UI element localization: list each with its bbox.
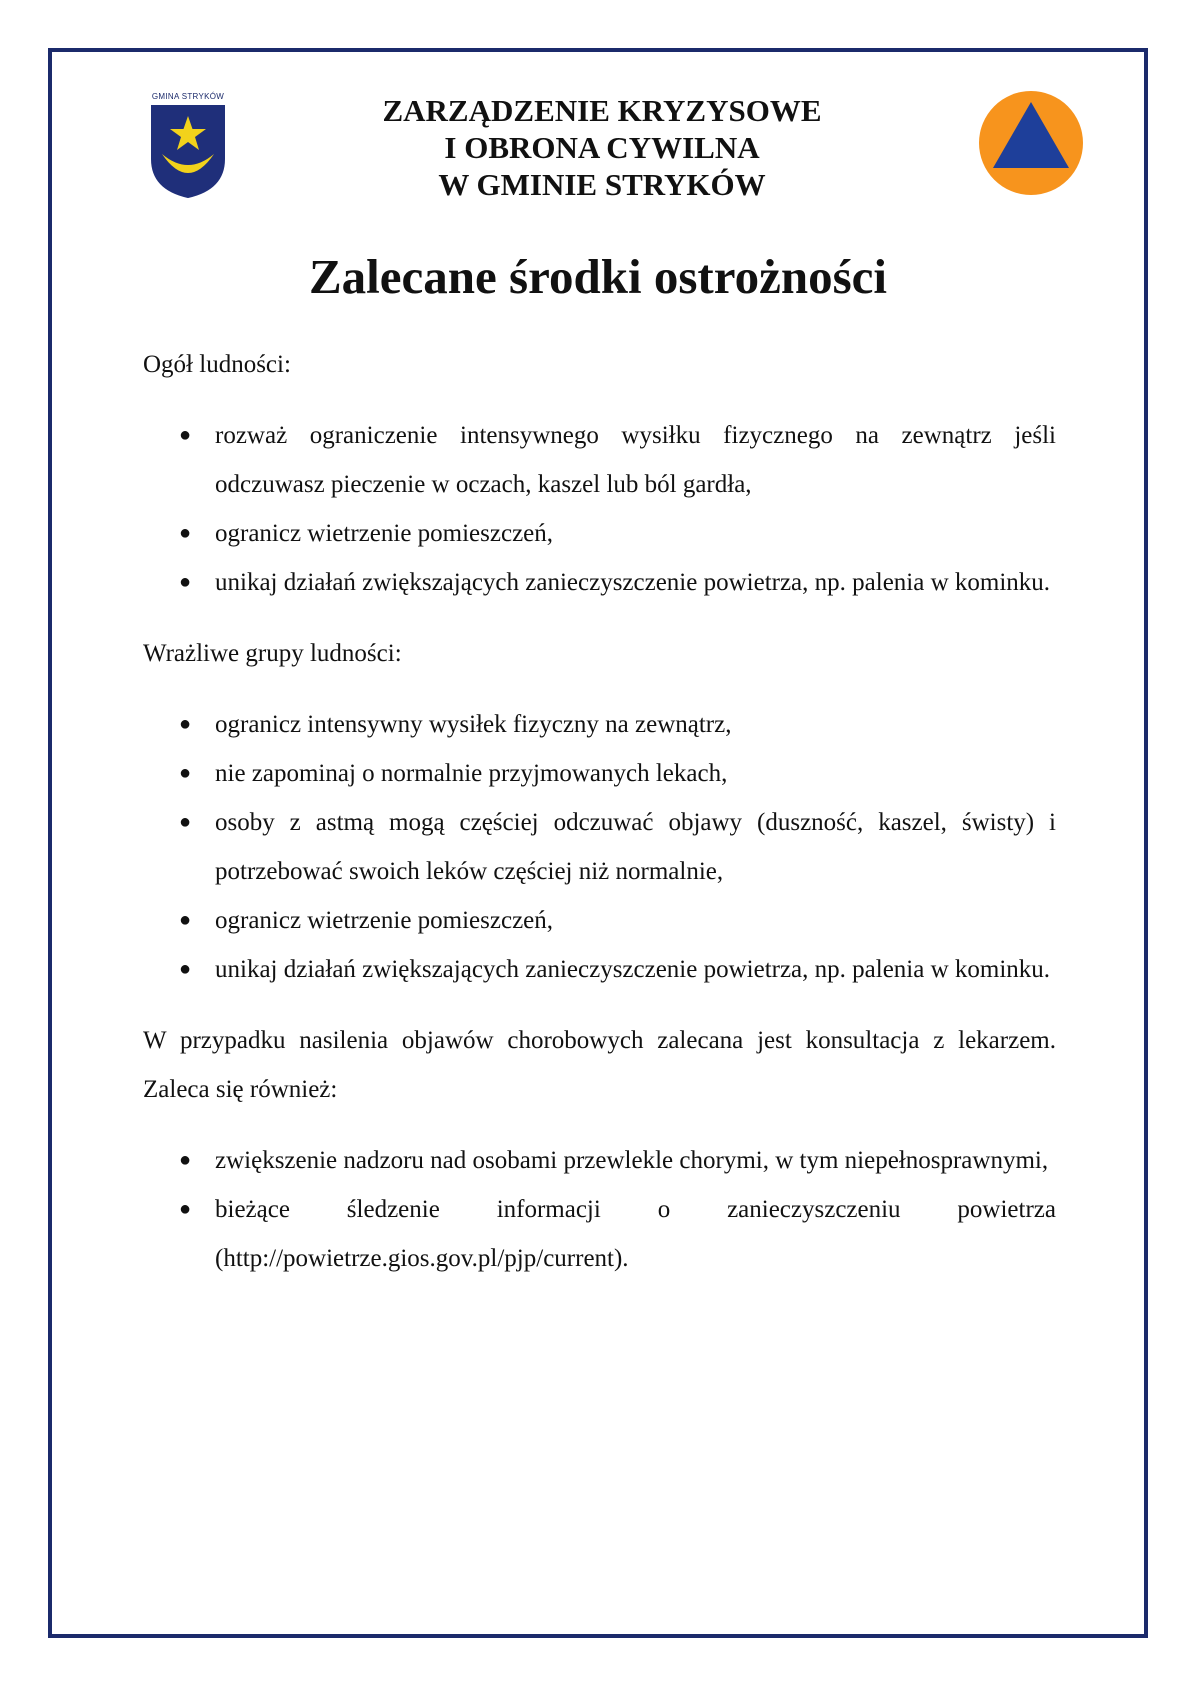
bullet-icon: ● <box>179 522 192 544</box>
list-item: ● nie zapominaj o normalnie przyjmowanych lekach, <box>143 749 1056 798</box>
bullet-icon: ● <box>179 958 192 980</box>
bullet-icon: ● <box>179 762 192 784</box>
list-item: ● unikaj działań zwiększających zanieczyszczenie powietrza, np. palenia w kominku. <box>143 945 1056 994</box>
page-frame <box>48 48 1148 1638</box>
header-title-line-1: ZARZĄDZENIE KRYZYSOWE <box>382 93 822 128</box>
list-item: ● bieżące śledzenie informacji o zanieczyszczeniu powietrza (http://powietrze.gios.gov.pl/pjp/current). <box>143 1185 1056 1283</box>
bullet-icon: ● <box>179 1149 192 1171</box>
bullet-icon: ● <box>179 909 192 931</box>
header-title-line-3: W GMINIE STRYKÓW <box>438 167 766 202</box>
bullet-icon: ● <box>179 571 192 593</box>
closing-paragraph: W przypadku nasilenia objawów chorobowych zalecana jest konsultacja z lekarzem. Zaleca się również: <box>143 1027 1056 1103</box>
list-item: ● zwiększenie nadzoru nad osobami przewlekle chorymi, w tym niepełnosprawnymi, <box>143 1136 1056 1185</box>
list-item: ● ogranicz wietrzenie pomieszczeń, <box>143 509 1056 558</box>
civil-defense-icon <box>978 90 1084 196</box>
list-item: ● ogranicz wietrzenie pomieszczeń, <box>143 896 1056 945</box>
list-item: ● unikaj działań zwiększających zanieczyszczenie powietrza, np. palenia w kominku. <box>143 558 1056 607</box>
document-body <box>143 340 1056 1283</box>
bullet-icon: ● <box>179 1198 192 1220</box>
list-item: ● rozważ ograniczenie intensywnego wysiłku fizycznego na zewnątrz jeśli odczuwasz pieczenie w oczach, kaszel lub ból gardła, <box>143 411 1056 509</box>
gmina-crest-icon <box>148 92 228 202</box>
header-title <box>302 92 902 203</box>
section-label-general: Ogół ludności: <box>143 351 291 378</box>
bullet-icon: ● <box>179 424 192 446</box>
crest-label: GMINA STRYKÓW <box>151 92 225 101</box>
sensitive-precautions-list <box>143 700 1056 994</box>
bullet-icon: ● <box>179 811 192 833</box>
document-title: Zalecane środki ostrożności <box>308 249 888 304</box>
list-item: ● ogranicz intensywny wysiłek fizyczny na zewnątrz, <box>143 700 1056 749</box>
section-label-sensitive: Wrażliwe grupy ludności: <box>143 640 402 667</box>
header-title-line-2: I OBRONA CYWILNA <box>444 130 760 165</box>
header <box>52 52 1144 252</box>
coat-of-arms-icon <box>148 104 228 199</box>
list-item: ● osoby z astmą mogą częściej odczuwać objawy (duszność, kaszel, świsty) i potrzebować swoich leków częściej niż normalnie, <box>143 798 1056 896</box>
bullet-icon: ● <box>179 713 192 735</box>
additional-recommendations-list <box>143 1136 1056 1283</box>
general-precautions-list <box>143 411 1056 607</box>
